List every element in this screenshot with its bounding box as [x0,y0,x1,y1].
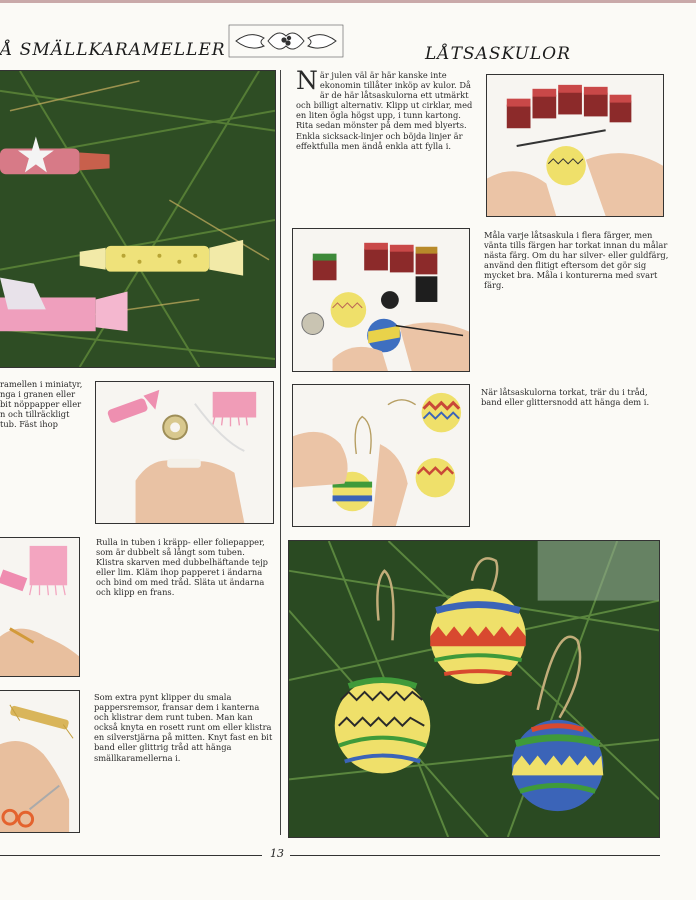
extra-caption: Som extra pynt klipper du smala pappersremsor, fransar dem i kanterna och klistrar dem runt tuben. Man kan också knyta en rosett runt om eller klistra en silverstjärna på mitten. Knyt fast en bit band eller glittrig tråd att hänga smällkaramellerna i. [94,692,273,763]
fringe-cracker-photo [0,537,80,677]
painted-ball-left [335,678,430,773]
paint-pots-photo [292,228,470,372]
finished-balls-on-tree-photo [288,540,660,838]
left-partial-line: ramellen i miniatyr, [0,379,83,389]
column-divider [280,70,281,835]
left-partial-line: bit nöppapper eller [0,399,82,410]
threading-balls-photo [292,384,470,527]
roll-caption: Rulla in tuben i kräpp- eller foliepapper, som är dubbelt så långt som tuben. Klistra skarven med dubbelhäftande tejp eller lim. Kläm ihop papperet i ändarna och bind om med tråd. Släta ut ändarna och klipp en frans. [96,537,268,598]
left-section-title: Å SMÄLLKARAMELLER [0,40,226,60]
left-partial-line: n och tillräckligt [0,409,70,420]
left-partial-caption [0,379,86,439]
page-number: 13 [266,847,288,860]
painted-ball-top [430,589,525,684]
left-partial-line: tub. Fäst ihop [0,419,58,430]
right-section-title: LÅTSASKULOR [425,44,571,64]
footer-rule-left [0,855,262,856]
left-partial-line: nga i granen eller [0,389,76,400]
painting-ball-photo [486,74,664,217]
thread-caption: När låtsaskulorna torkat, trär du i tråd, band eller glittersnodd att hänga dem i. [481,387,650,408]
painted-ball-right [512,720,604,811]
crepe-paper-tape-photo [95,381,274,524]
intro-paragraph [296,66,476,151]
intro-text: är julen väl är här kanske inte ekonomin tillåter inköp av kulor. Då är de här låtsaskulorna ett utmärkt och billigt alternativ. Klipp ut cirklar, med en liten ögla högst upp, i tunn kartong. Rita sedan mönster på dem med blyerts. Enkla sicksack-linjer och böjda linjer är effektfulla men ändå enkla att fylla i. [296,70,473,151]
drop-cap: N [296,66,318,95]
tinsel-cracker-photo [0,690,80,833]
footer-rule-right [290,855,660,856]
holly-ornament-icon [228,24,344,58]
top-edge [0,0,696,3]
crackers-on-tree-photo [0,70,276,368]
paint-caption: Måla varje låtsaskula i flera färger, men vänta tills färgen har torkat innan du målar nästa färg. Om du har silver- eller guldfärg, använd den flitigt eftersom det gör sig mycket bra. Måla i konturerna med svart färg. [484,230,669,291]
